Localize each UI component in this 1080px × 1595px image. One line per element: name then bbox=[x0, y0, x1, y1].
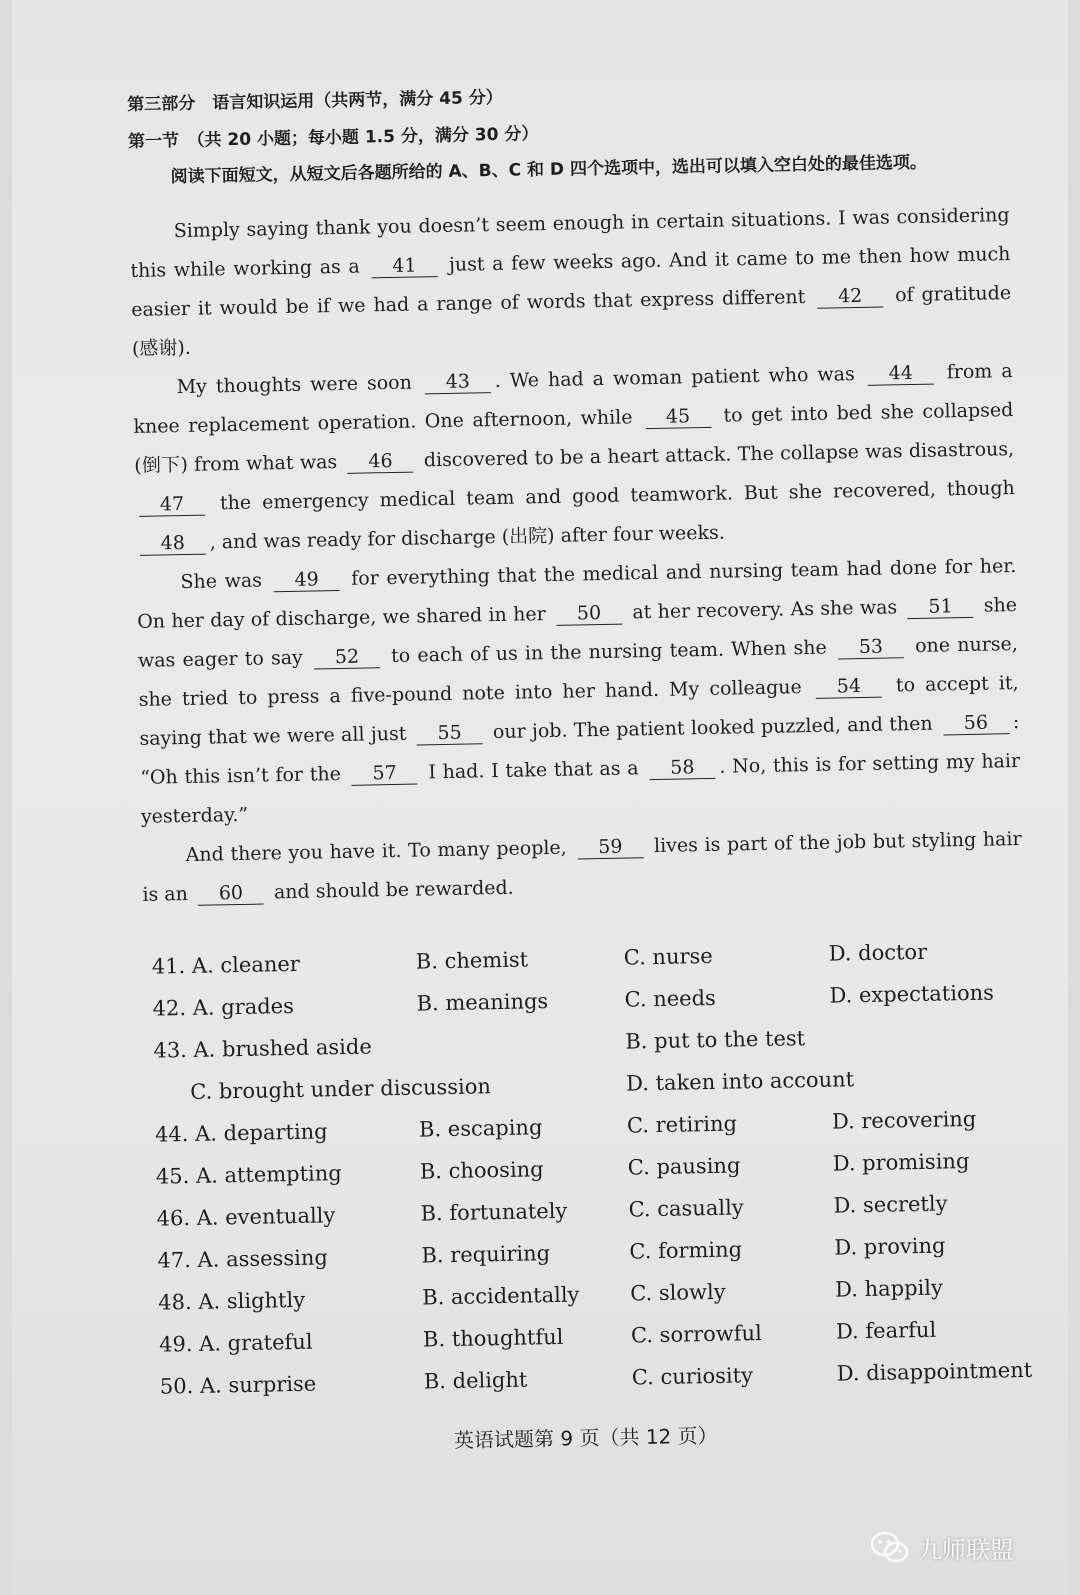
option-a: 41. A. cleaner bbox=[151, 951, 301, 979]
passage-text: discovered to be a heart attack. The collapse was disastrous, bbox=[423, 438, 1015, 472]
blank-41: 41 bbox=[371, 254, 437, 278]
blank-53: 53 bbox=[838, 635, 904, 659]
passage-paragraph-4 bbox=[141, 820, 1022, 915]
blank-45: 45 bbox=[645, 405, 711, 429]
passage-text: : “Oh this isn’t for the bbox=[139, 710, 1020, 789]
passage-text: of gratitude (感谢). bbox=[131, 282, 1012, 360]
section-title: 第一节 （共 20 小题；每小题 1.5 分，满分 30 分） bbox=[127, 124, 539, 152]
option-a: 50. A. surprise bbox=[159, 1371, 317, 1399]
passage-text: My thoughts were soon bbox=[176, 371, 413, 399]
blank-58: 58 bbox=[649, 756, 715, 780]
option-c: C. forming bbox=[629, 1237, 743, 1264]
passage-text: to get into bed she collapsed (倒下) from what was bbox=[134, 399, 1014, 477]
option-c: C. needs bbox=[624, 985, 717, 1012]
option-c: C. sorrowful bbox=[630, 1321, 763, 1348]
watermark-text: 九师联盟 bbox=[918, 1536, 1014, 1564]
option-b: B. put to the test bbox=[625, 1026, 806, 1054]
part-title: 第三部分 语言知识运用（共两节，满分 45 分） bbox=[127, 87, 503, 115]
page-footer: 英语试题第 9 页（共 12 页） bbox=[453, 1423, 718, 1453]
option-b: B. fortunately bbox=[420, 1198, 568, 1226]
blank-46: 46 bbox=[347, 450, 413, 474]
answer-options bbox=[144, 938, 1033, 1417]
option-c: C. casually bbox=[628, 1195, 744, 1222]
option-b: B. delight bbox=[423, 1367, 528, 1394]
blank-56: 56 bbox=[943, 711, 1009, 735]
passage-paragraph-1 bbox=[129, 196, 1012, 369]
blank-60: 60 bbox=[198, 882, 264, 906]
option-a: 43. A. brushed aside bbox=[153, 1034, 372, 1063]
exam-paper bbox=[12, 0, 1068, 1595]
blank-50: 50 bbox=[556, 602, 622, 626]
option-b: B. requiring bbox=[421, 1241, 551, 1268]
blank-54: 54 bbox=[816, 675, 882, 699]
option-b: B. accidentally bbox=[422, 1282, 580, 1310]
passage-paragraph-3 bbox=[136, 547, 1021, 837]
option-a: 42. A. grades bbox=[152, 993, 295, 1021]
blank-42: 42 bbox=[817, 285, 883, 309]
passage-text: one nurse, she tried to press a five-pound note into her hand. My colleague bbox=[138, 633, 1019, 711]
option-d: D. disappointment bbox=[836, 1357, 1033, 1386]
option-d: D. proving bbox=[834, 1233, 946, 1260]
page-content bbox=[127, 73, 1032, 1417]
watermark bbox=[870, 1530, 1014, 1565]
blank-49: 49 bbox=[273, 568, 339, 592]
option-d: D. promising bbox=[832, 1149, 970, 1176]
option-c: C. brought under discussion bbox=[190, 1074, 492, 1104]
passage-text: she was eager to say bbox=[137, 594, 1018, 672]
passage-text: . No, this is for setting my hair yesterday.” bbox=[140, 749, 1021, 828]
passage-text: I had. I take that as a bbox=[428, 757, 639, 784]
blank-52: 52 bbox=[314, 645, 380, 669]
option-b: B. chemist bbox=[415, 947, 529, 974]
passage-text: at her recovery. As she was bbox=[632, 596, 898, 624]
option-c: C. pausing bbox=[627, 1153, 741, 1180]
option-d: D. doctor bbox=[828, 939, 928, 966]
passage-text: for everything that the medical and nursing team had done for her. On her day of discharge, we shared in her bbox=[137, 555, 1017, 633]
blank-47: 47 bbox=[139, 493, 205, 517]
wechat-icon bbox=[870, 1531, 910, 1565]
option-b: B. meanings bbox=[416, 989, 549, 1016]
option-b: B. choosing bbox=[419, 1157, 544, 1184]
option-c: C. nurse bbox=[623, 943, 713, 970]
option-a: 49. A. grateful bbox=[158, 1329, 313, 1357]
passage-text: And there you have it. To many people, bbox=[185, 836, 567, 867]
option-c: C. slowly bbox=[629, 1279, 726, 1306]
blank-55: 55 bbox=[416, 721, 482, 745]
blank-48: 48 bbox=[140, 532, 206, 556]
option-c: C. curiosity bbox=[631, 1363, 754, 1390]
passage-text: just a few weeks ago. And it came to me then how much easier it would be if we had a range of words that express different bbox=[131, 243, 1011, 321]
passage-text: and should be rewarded. bbox=[273, 876, 514, 904]
option-b: B. thoughtful bbox=[422, 1324, 564, 1352]
passage-text: from a knee replacement operation. One afternoon, while bbox=[133, 360, 1013, 438]
option-d: D. fearful bbox=[835, 1317, 937, 1344]
option-b: B. escaping bbox=[418, 1115, 543, 1142]
option-d: D. happily bbox=[834, 1275, 944, 1302]
option-d: D. expectations bbox=[829, 980, 995, 1008]
option-d: D. recovering bbox=[831, 1106, 977, 1134]
blank-44: 44 bbox=[868, 362, 934, 386]
passage-text: . We had a woman patient who was bbox=[494, 363, 855, 392]
option-a: 44. A. departing bbox=[154, 1119, 328, 1147]
option-d: D. secretly bbox=[833, 1191, 948, 1218]
blank-59: 59 bbox=[577, 835, 643, 859]
passage-text: She was bbox=[180, 569, 263, 594]
option-a: 46. A. eventually bbox=[156, 1203, 336, 1231]
passage-text: Simply saying thank you doesn’t seem enough in certain situations. I was considering this while working as a bbox=[130, 204, 1010, 282]
option-a: 47. A. assessing bbox=[157, 1245, 329, 1273]
passage-text: to each of us in the nursing team. When she bbox=[390, 636, 827, 668]
passage-text: the emergency medical team and good teamwork. But she recovered, though bbox=[219, 477, 1016, 515]
passage-text: our job. The patient looked puzzled, and then bbox=[492, 712, 933, 744]
option-c: C. retiring bbox=[626, 1111, 738, 1138]
instruction-text: 阅读下面短文，从短文后各题所给的 A、B、C 和 D 四个选项中，选出可以填入空白处的最佳选项。 bbox=[170, 152, 928, 188]
passage-text: lives is part of the job but styling hair is an bbox=[142, 827, 1022, 906]
passage-text: to accept it, saying that we were all just bbox=[139, 671, 1019, 750]
blank-43: 43 bbox=[425, 370, 491, 394]
passage-text: , and was ready for discharge (出院) after four weeks. bbox=[209, 521, 726, 554]
blank-51: 51 bbox=[907, 595, 973, 619]
passage-paragraph-2 bbox=[132, 352, 1016, 564]
option-d: D. taken into account bbox=[625, 1067, 855, 1096]
option-a: 45. A. attempting bbox=[155, 1161, 342, 1189]
option-a: 48. A. slightly bbox=[158, 1287, 306, 1315]
blank-57: 57 bbox=[351, 762, 417, 786]
